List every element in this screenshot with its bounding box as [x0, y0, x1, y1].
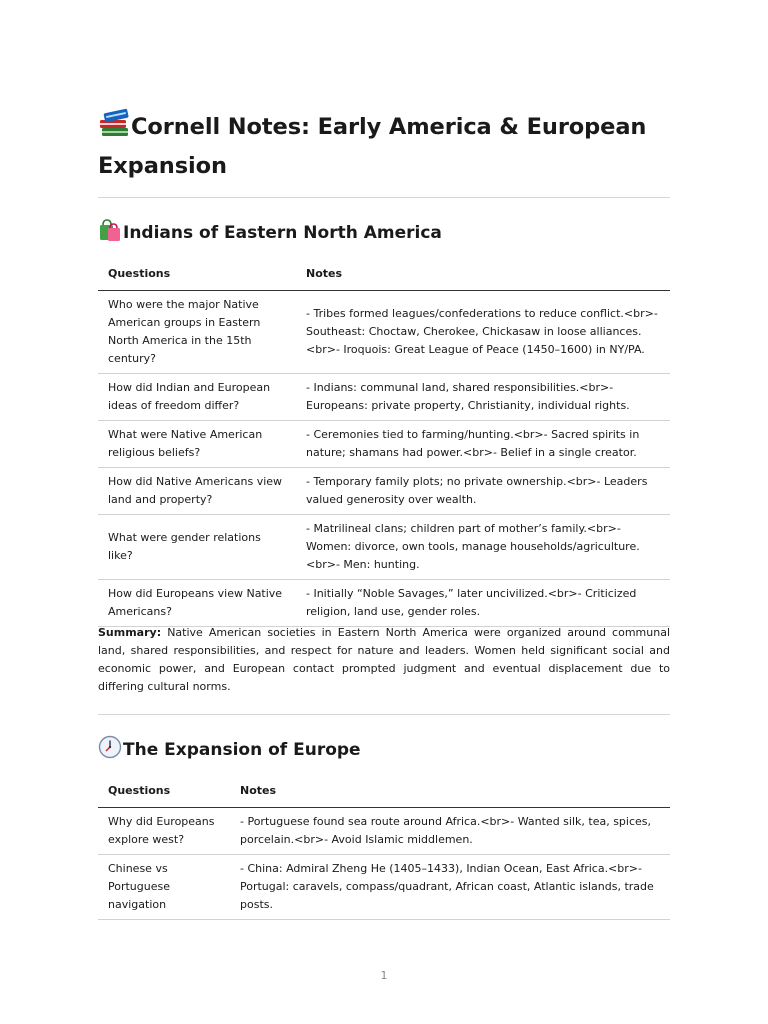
summary-text: Native American societies in Eastern North America were organized around communal land, shared responsibilities, and respect for nature and leaders. Women held significant social and economic power, and European contact prompted judgment and eventual displacement due to differing cultural norms.	[98, 626, 670, 693]
table-header-row	[98, 777, 670, 808]
table-row	[98, 421, 670, 468]
question-cell: How did Indian and European ideas of freedom differ?	[98, 374, 296, 421]
table-row	[98, 808, 670, 855]
questions-header: Questions	[98, 260, 296, 291]
table-row	[98, 374, 670, 421]
books-icon	[98, 108, 130, 149]
divider	[98, 197, 670, 198]
question-cell: How did Europeans view Native Americans?	[98, 580, 296, 627]
section-heading	[98, 218, 442, 250]
question-cell: What were gender relations like?	[98, 515, 296, 580]
summary-label: Summary:	[98, 626, 162, 639]
notes-cell: - Portuguese found sea route around Africa.<br>- Wanted silk, tea, spices, porcelain.<br>- Avoid Islamic middlemen.	[230, 808, 670, 855]
questions-header: Questions	[98, 777, 230, 808]
cornell-table	[98, 777, 670, 920]
question-cell: Who were the major Native American groups in Eastern North America in the 15th century?	[98, 291, 296, 374]
section-heading-text: The Expansion of Europe	[123, 740, 361, 760]
notes-cell: - Tribes formed leagues/confederations to reduce conflict.<br>- Southeast: Choctaw, Cherokee, Chickasaw in loose alliances.<br>- Iroquois: Great League of Peace (1450–1600) in NY/PA.	[296, 291, 670, 374]
table-row	[98, 468, 670, 515]
cornell-table	[98, 260, 670, 627]
clock-icon	[98, 735, 122, 767]
title-text: Cornell Notes: Early America & European Expansion	[98, 114, 647, 179]
question-cell: Why did Europeans explore west?	[98, 808, 230, 855]
page-number: 1	[380, 969, 388, 982]
section-heading	[98, 735, 361, 767]
notes-cell: - Matrilineal clans; children part of mother’s family.<br>- Women: divorce, own tools, manage households/agriculture.<br>- Men: hunting.	[296, 515, 670, 580]
divider	[98, 714, 670, 715]
notes-header: Notes	[296, 260, 670, 291]
notes-cell: - China: Admiral Zheng He (1405–1433), Indian Ocean, East Africa.<br>- Portugal: caravels, compass/quadrant, African coast, Atlantic islands, trade posts.	[230, 855, 670, 920]
table-row	[98, 580, 670, 627]
page-title	[98, 108, 670, 184]
notes-cell: - Temporary family plots; no private ownership.<br>- Leaders valued generosity over wealth.	[296, 468, 670, 515]
table-header-row	[98, 260, 670, 291]
notes-header: Notes	[230, 777, 670, 808]
notes-cell: - Ceremonies tied to farming/hunting.<br>- Sacred spirits in nature; shamans had power.<br>- Belief in a single creator.	[296, 421, 670, 468]
table-row	[98, 515, 670, 580]
summary-paragraph	[98, 624, 670, 696]
notes-cell: - Indians: communal land, shared responsibilities.<br>- Europeans: private property, Christianity, individual rights.	[296, 374, 670, 421]
table-row	[98, 855, 670, 920]
question-cell: Chinese vs Portuguese navigation	[98, 855, 230, 920]
question-cell: How did Native Americans view land and property?	[98, 468, 296, 515]
table-row	[98, 291, 670, 374]
shopping-bags-icon	[98, 218, 122, 250]
section-heading-text: Indians of Eastern North America	[123, 223, 442, 243]
notes-cell: - Initially “Noble Savages,” later uncivilized.<br>- Criticized religion, land use, gender roles.	[296, 580, 670, 627]
question-cell: What were Native American religious beliefs?	[98, 421, 296, 468]
